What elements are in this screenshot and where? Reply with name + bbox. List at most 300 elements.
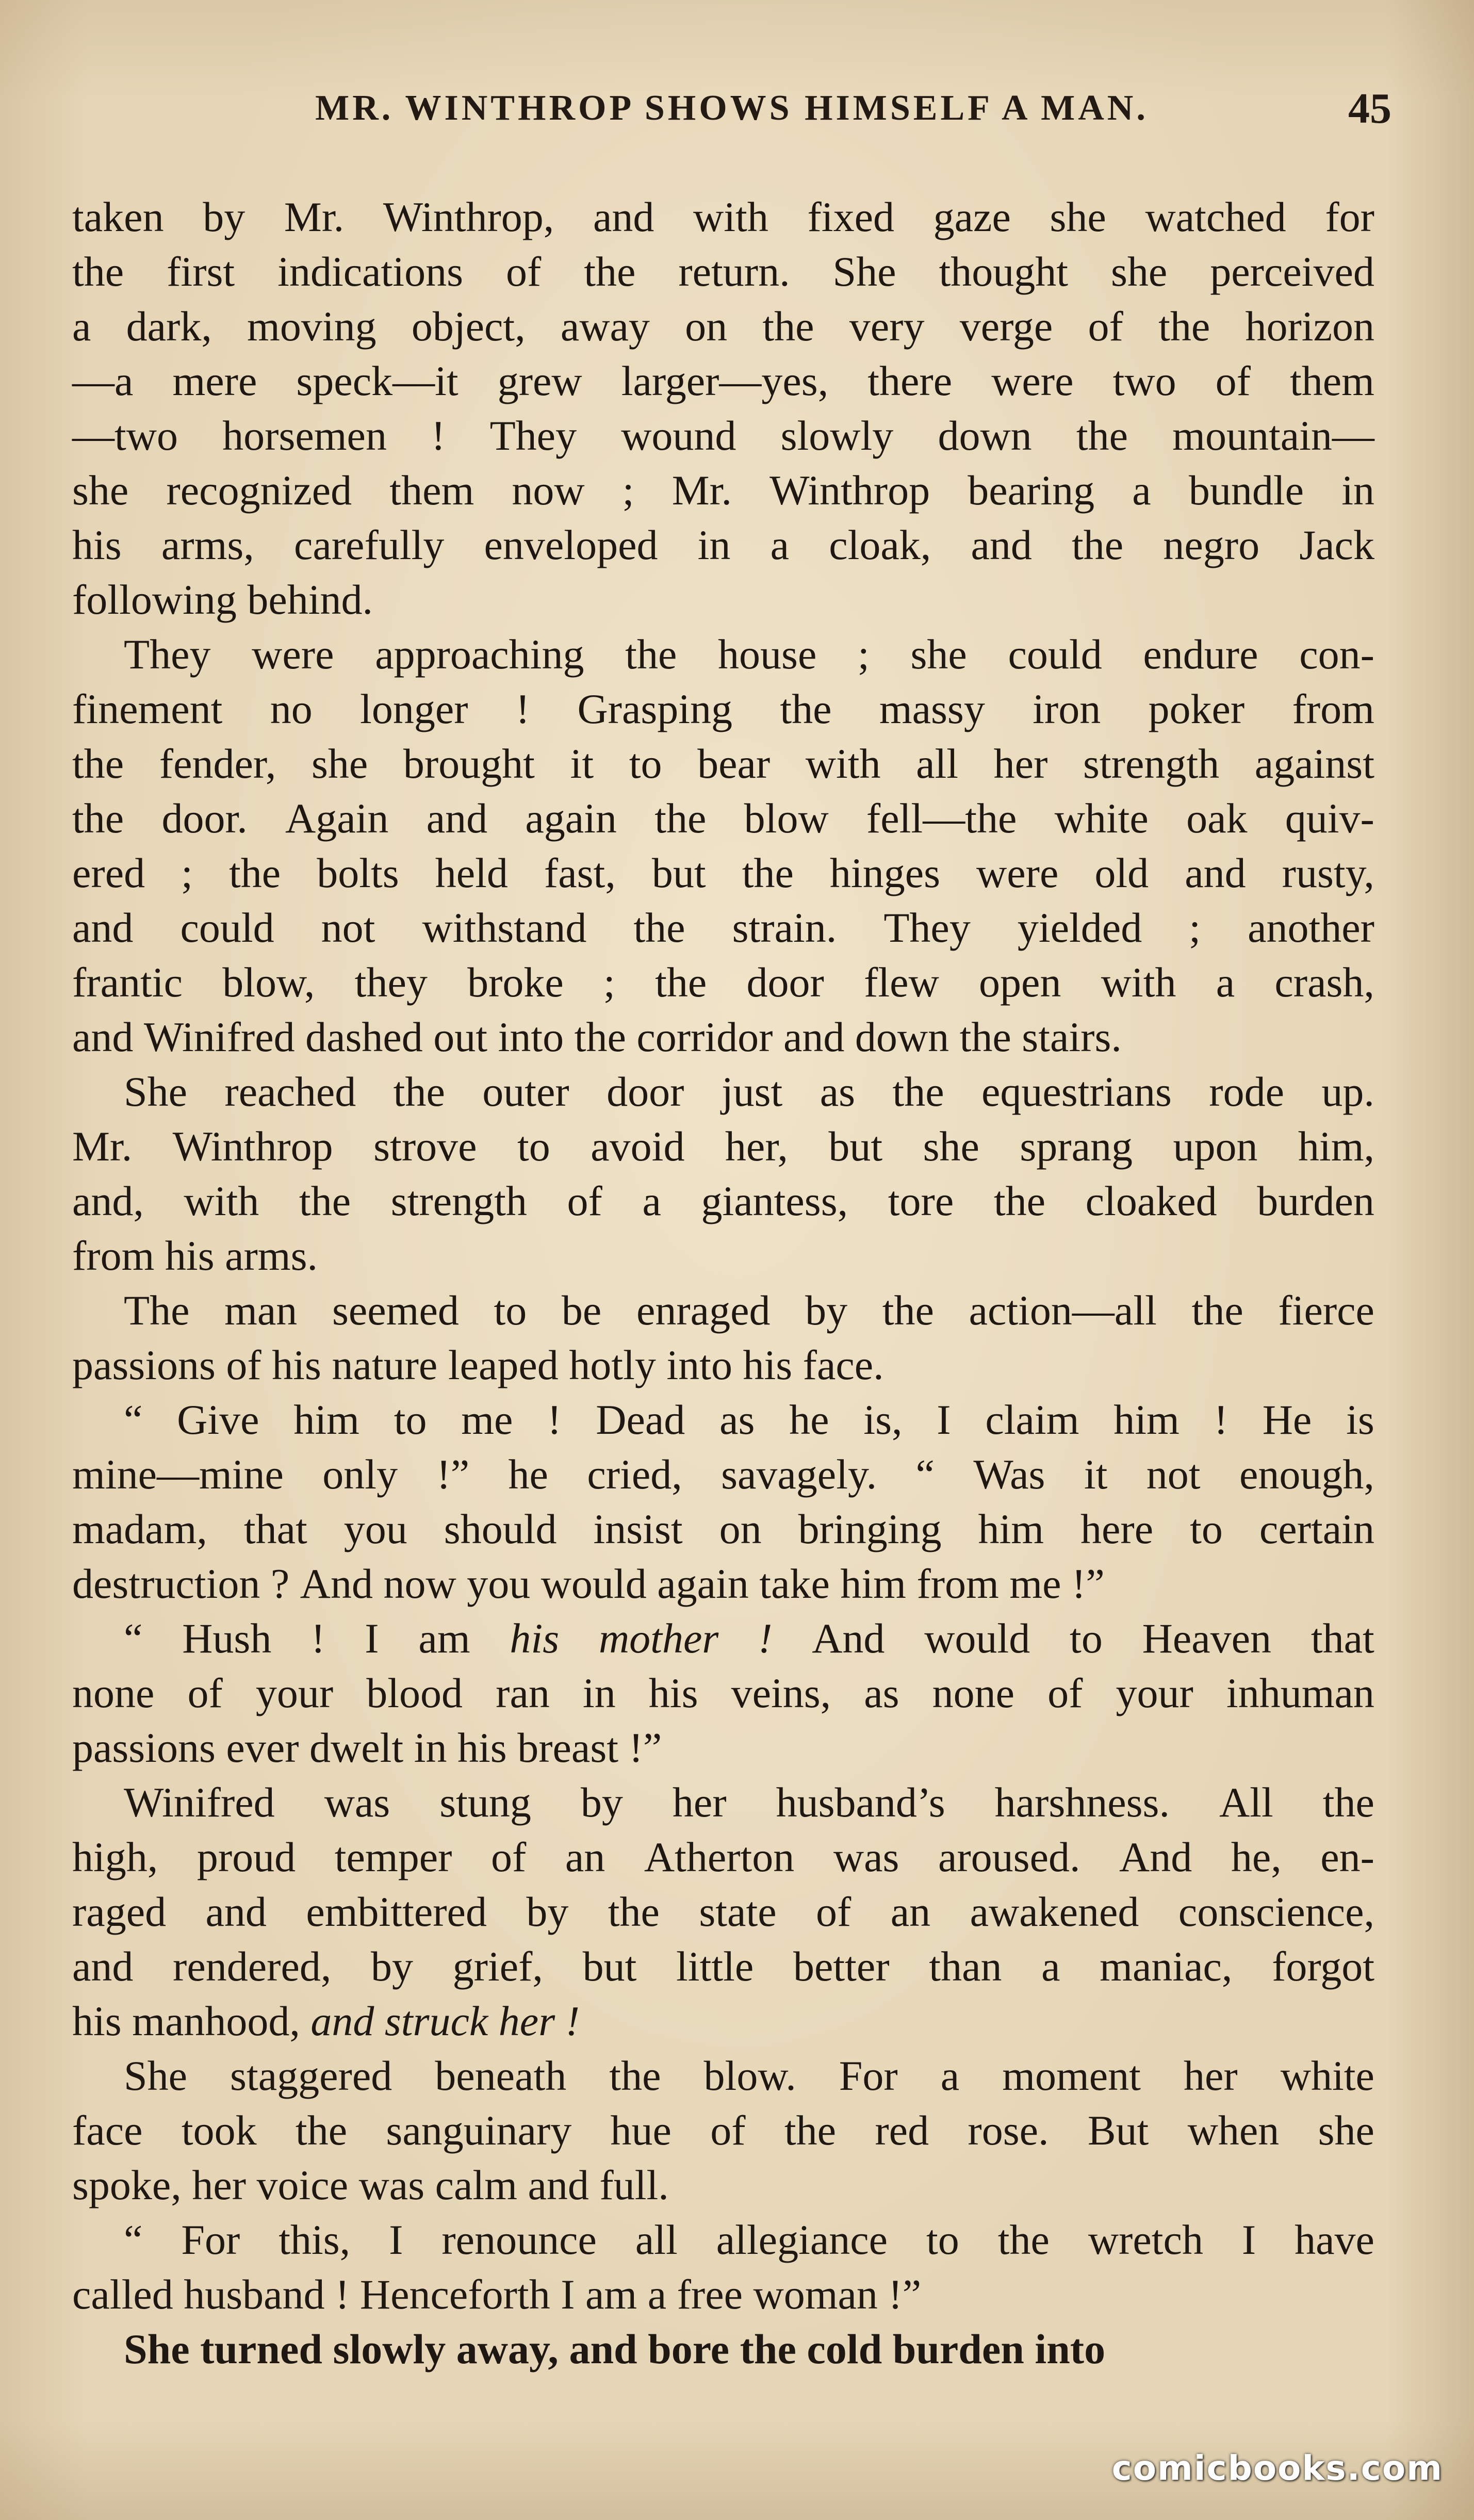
word: in (1341, 467, 1374, 514)
word: Heaven (1142, 1615, 1272, 1662)
word: She (124, 2052, 187, 2099)
word: here (1080, 1506, 1154, 1552)
word: —two (72, 412, 178, 459)
word: dark, (126, 303, 212, 350)
word: action—all (969, 1287, 1157, 1334)
word: I (389, 2216, 403, 2263)
word: first (167, 248, 235, 295)
word: face. (802, 1341, 884, 1388)
text-line (72, 299, 1374, 354)
word: now (383, 1560, 456, 1607)
word: of (1047, 1670, 1083, 1716)
word: Winthrop (172, 1123, 333, 1170)
word: and (310, 1998, 374, 2044)
word: of (490, 1834, 527, 1880)
word: him, (1298, 1123, 1374, 1170)
word: would (924, 1615, 1030, 1662)
word: it (570, 740, 594, 787)
word: a (72, 303, 91, 350)
word: speck—it (296, 357, 458, 404)
word: Hush (182, 1615, 272, 1662)
word: was (358, 2162, 425, 2208)
word: of (1088, 303, 1123, 350)
word: burden (892, 2326, 1024, 2372)
word: against (1254, 740, 1374, 787)
word: his (165, 1232, 215, 1279)
word: from (72, 1232, 155, 1279)
word: arms, (161, 521, 254, 568)
word: to (926, 2216, 959, 2263)
word: bear (697, 740, 771, 787)
word: mountain— (1172, 412, 1374, 459)
text-line (72, 1994, 1374, 2049)
word: the (72, 795, 124, 842)
word: and (426, 795, 488, 842)
word: another (1248, 904, 1374, 951)
word: dashed (305, 1013, 423, 1060)
text-line (72, 190, 1374, 244)
word: cloaked (1085, 1177, 1217, 1224)
word: ; (858, 631, 870, 678)
word: yielded (1017, 904, 1142, 951)
word: They (124, 631, 211, 678)
word: to (1070, 1615, 1103, 1662)
word: that (1311, 1615, 1374, 1662)
paragraph (72, 2322, 1374, 2377)
word: to (1190, 1506, 1223, 1552)
word: Jack (1299, 521, 1374, 568)
word: by (371, 1943, 413, 1990)
word: two (1112, 357, 1176, 404)
word: savagely. (721, 1451, 877, 1498)
word: passions (72, 1724, 216, 1771)
word: me (1009, 1560, 1061, 1607)
word: and (72, 1013, 134, 1060)
word: and (72, 1943, 134, 1990)
text-line (72, 1338, 1374, 1393)
word: I (365, 1615, 379, 1662)
word: Winthrop, (383, 193, 554, 240)
paragraph (72, 627, 1374, 1065)
word: a (647, 2271, 667, 2318)
word: ; (1189, 904, 1201, 951)
word: ! (758, 1615, 773, 1662)
word: bringing (798, 1506, 942, 1552)
word: recognized (166, 467, 352, 514)
word: approaching (375, 631, 584, 678)
word: with (184, 1177, 259, 1224)
word: blood (366, 1670, 463, 1716)
page-header (72, 77, 1391, 134)
text-line (72, 737, 1374, 791)
word: take (759, 1560, 830, 1607)
word: oak (1186, 795, 1248, 842)
word: ! (565, 1998, 580, 2044)
word: his (72, 521, 122, 568)
word: hinges (829, 849, 940, 896)
text-line (72, 1830, 1374, 1885)
word: with (1101, 959, 1176, 1006)
word: verge (959, 303, 1053, 350)
word: a (1132, 467, 1151, 514)
text-line (72, 2103, 1374, 2158)
text-line (72, 846, 1374, 901)
word: not (321, 904, 375, 951)
word: husband (184, 2271, 325, 2318)
word: him (978, 1506, 1044, 1552)
word: beneath (435, 2052, 567, 2099)
word: of (226, 1341, 261, 1388)
word: husband’s (776, 1779, 945, 1826)
word: upon (1173, 1123, 1258, 1170)
word: Again (285, 795, 389, 842)
word: bundle (1188, 467, 1304, 514)
word: “ (124, 2216, 143, 2263)
word: ! (547, 1396, 562, 1443)
word: Was (973, 1451, 1045, 1498)
word: the (608, 1888, 660, 1935)
word: hotly (569, 1341, 656, 1388)
word: now (512, 467, 585, 514)
word: the (655, 959, 707, 1006)
word: giantess, (701, 1177, 848, 1224)
word: seemed (332, 1287, 459, 1334)
word: down (938, 412, 1032, 459)
word: her (498, 1998, 555, 2044)
word: Winifred (143, 1013, 295, 1060)
word: a (642, 1177, 661, 1224)
word: away, (456, 2326, 559, 2372)
word: ran (496, 1670, 550, 1716)
word: in (697, 521, 731, 568)
word: fixed (807, 193, 894, 240)
word: into (666, 1341, 732, 1388)
word: aroused. (938, 1834, 1080, 1880)
word: very (849, 303, 925, 350)
word: maniac, (1100, 1943, 1233, 1990)
word: Dead (596, 1396, 685, 1443)
word: rusty, (1282, 849, 1374, 896)
word: be (561, 1287, 602, 1334)
word: but (651, 849, 706, 896)
word: grief, (452, 1943, 543, 1990)
text-line (72, 627, 1374, 682)
word: away (560, 303, 650, 350)
word: mother (598, 1615, 719, 1662)
word: forgot (1272, 1943, 1374, 1990)
word: rode (1209, 1068, 1284, 1115)
word: following (72, 576, 237, 623)
word: as (864, 1670, 899, 1716)
word: enough, (1239, 1451, 1374, 1498)
word: cold (807, 2326, 882, 2372)
word: fell—the (866, 795, 1017, 842)
word: bore (648, 2326, 730, 2372)
word: For (181, 2216, 240, 2263)
word: from (1292, 685, 1374, 732)
word: to (517, 1123, 550, 1170)
word: ! (515, 685, 530, 732)
word: carefully (293, 521, 445, 568)
word: blow. (703, 2052, 796, 2099)
word: face (72, 2107, 143, 2154)
word: by (580, 1779, 623, 1826)
word: withstand (422, 904, 587, 951)
word: “ (124, 1396, 143, 1443)
word: his (510, 1615, 560, 1662)
text-line (72, 1229, 1374, 1283)
word: tore (888, 1177, 954, 1224)
word: was (324, 1779, 390, 1826)
word: by (203, 193, 245, 240)
word: she (923, 1123, 979, 1170)
word: she (910, 631, 967, 678)
word: me (461, 1396, 513, 1443)
word: outer (482, 1068, 569, 1115)
word: ; (181, 849, 193, 896)
word: blow, (222, 959, 315, 1006)
word: Mr. (72, 1123, 133, 1170)
word: object, (411, 303, 526, 350)
word: they (354, 959, 428, 1006)
word: ever (226, 1724, 299, 1771)
word: enveloped (484, 521, 658, 568)
word: he (508, 1451, 548, 1498)
word: him (1113, 1396, 1180, 1443)
word: of (505, 248, 542, 295)
word: of (816, 1888, 851, 1935)
word: she (1050, 193, 1106, 240)
word: only (322, 1451, 398, 1498)
word: horsemen (222, 412, 387, 459)
word: ered (72, 849, 145, 896)
word: just (721, 1068, 783, 1115)
word: the (299, 1177, 351, 1224)
word: of (710, 2107, 746, 2154)
word: mere (172, 357, 257, 404)
word: frantic (72, 959, 183, 1006)
word: in (582, 1670, 616, 1716)
word: turned (200, 2326, 323, 2372)
word: them (1289, 357, 1374, 404)
word: ? (270, 1560, 290, 1607)
word: you (467, 1560, 531, 1607)
word: return. (678, 248, 790, 295)
word: blow (744, 795, 829, 842)
word: strain. (732, 904, 837, 951)
word: and (72, 904, 134, 951)
word: ! (311, 1615, 325, 1662)
word: the (228, 849, 281, 896)
word: and, (72, 1177, 144, 1224)
word: harshness. (994, 1779, 1170, 1826)
word: crash, (1274, 959, 1374, 1006)
word: full. (599, 2162, 669, 2208)
word: a (940, 2052, 960, 2099)
word: and (569, 2326, 637, 2372)
word: burden (1257, 1177, 1374, 1224)
word: high, (72, 1834, 158, 1880)
word: awakened (970, 1888, 1139, 1935)
word: perceived (1210, 248, 1374, 295)
word: an (890, 1888, 931, 1935)
word: his (743, 1341, 793, 1388)
word: sanguinary (386, 2107, 572, 2154)
word: larger—yes, (621, 357, 829, 404)
word: all (635, 2216, 678, 2263)
word: sprang (1020, 1123, 1133, 1170)
word: on (685, 303, 728, 350)
text-line (72, 1939, 1374, 1994)
paragraph (72, 1283, 1374, 1393)
word: She (124, 1068, 187, 1115)
word: struck (384, 1998, 488, 2044)
word: destruction (72, 1560, 260, 1607)
word: white (1280, 2052, 1374, 2099)
text-line (72, 408, 1374, 463)
word: none (72, 1670, 155, 1716)
word: staggered (230, 2052, 392, 2099)
word: watched (1145, 193, 1286, 240)
word: door (746, 959, 824, 1006)
word: with (805, 740, 881, 787)
text-line (72, 1557, 1374, 1611)
word: They (883, 904, 971, 951)
page-number: 45 (1348, 85, 1391, 133)
word: held (435, 849, 508, 896)
word: cloak, (829, 521, 931, 568)
word: claim (985, 1396, 1079, 1443)
word: and (528, 2162, 589, 2208)
word: stairs. (1022, 1013, 1122, 1060)
word: red (875, 2107, 929, 2154)
word: reached (224, 1068, 356, 1115)
word: Grasping (577, 685, 733, 732)
word: gaze (933, 193, 1011, 240)
word: strength (1083, 740, 1220, 787)
word: Give (177, 1396, 259, 1443)
text-line (72, 1174, 1374, 1229)
word: from (916, 1560, 999, 1607)
text-line (72, 2213, 1374, 2267)
word: the (1076, 412, 1128, 459)
word: He (1262, 1396, 1312, 1443)
word: house (718, 631, 817, 678)
word: this, (279, 2216, 351, 2263)
word: slowly (780, 412, 894, 459)
word: For (839, 2052, 898, 2099)
word: the (393, 1068, 445, 1115)
word: an (565, 1834, 605, 1880)
word: his (457, 1724, 507, 1771)
word: the (780, 685, 832, 732)
word: strove (373, 1123, 477, 1170)
word: the (295, 2107, 348, 2154)
word: the (633, 904, 685, 951)
word: grew (497, 357, 582, 404)
word: ! (335, 2271, 350, 2318)
word: negro (1163, 521, 1260, 568)
word: strength (390, 1177, 527, 1224)
word: white (1054, 795, 1149, 842)
word: were (976, 849, 1059, 896)
word: raged (72, 1888, 167, 1935)
word: the (72, 740, 124, 787)
text-line (72, 354, 1374, 408)
word: fender, (159, 740, 276, 787)
word: She (832, 248, 896, 295)
word: equestrians (981, 1068, 1172, 1115)
word: her, (725, 1123, 788, 1170)
word: hue (610, 2107, 672, 2154)
word: the (892, 1068, 944, 1115)
word: the (740, 2326, 796, 2372)
word: she (1111, 248, 1168, 295)
word: Mr. (672, 467, 732, 514)
paragraph (72, 1393, 1374, 1611)
word: insist (593, 1506, 683, 1552)
text-line (72, 1065, 1374, 1119)
word: a (1216, 959, 1235, 1006)
word: a (1041, 1943, 1060, 1990)
word: a (770, 521, 790, 568)
word: am (418, 1615, 470, 1662)
running-head: MR. WINTHROP SHOWS HIMSELF A MAN. (315, 88, 1149, 128)
word: his (72, 1998, 122, 2044)
word: Winifred (124, 1779, 275, 1826)
word: and (971, 521, 1032, 568)
text-line (72, 1447, 1374, 1502)
text-line (72, 791, 1374, 846)
word: iron (1033, 685, 1101, 732)
word: no (270, 685, 313, 732)
word: the (1322, 1779, 1374, 1826)
word: And (812, 1615, 885, 1662)
word: her (192, 2162, 247, 2208)
word: but (582, 1943, 637, 1990)
word: door (607, 1068, 684, 1115)
word: ; (603, 959, 615, 1006)
text-line (72, 955, 1374, 1010)
word: !” (888, 2271, 922, 2318)
word: inhuman (1226, 1670, 1374, 1716)
word: rendered, (173, 1943, 332, 1990)
word: calm (435, 2162, 517, 2208)
word: when (1187, 2107, 1280, 2154)
word: moment (1002, 2052, 1141, 2099)
word: could (1008, 631, 1102, 678)
word: leaped (448, 1341, 559, 1388)
word: woman (753, 2271, 878, 2318)
word: but (828, 1123, 883, 1170)
word: on (719, 1506, 762, 1552)
word: horizon (1245, 303, 1374, 350)
word: out (433, 1013, 488, 1060)
word: nature (332, 1341, 438, 1388)
word: madam, (72, 1506, 207, 1552)
text-line (72, 901, 1374, 955)
word: the (574, 1013, 626, 1060)
body-text (72, 190, 1374, 2377)
word: the (72, 248, 124, 295)
word: avoid (591, 1123, 685, 1170)
word: rose. (968, 2107, 1049, 2154)
word: am (585, 2271, 637, 2318)
paragraph (72, 190, 1374, 627)
word: could (180, 904, 274, 951)
word: proud (196, 1834, 296, 1880)
text-line (72, 682, 1374, 737)
